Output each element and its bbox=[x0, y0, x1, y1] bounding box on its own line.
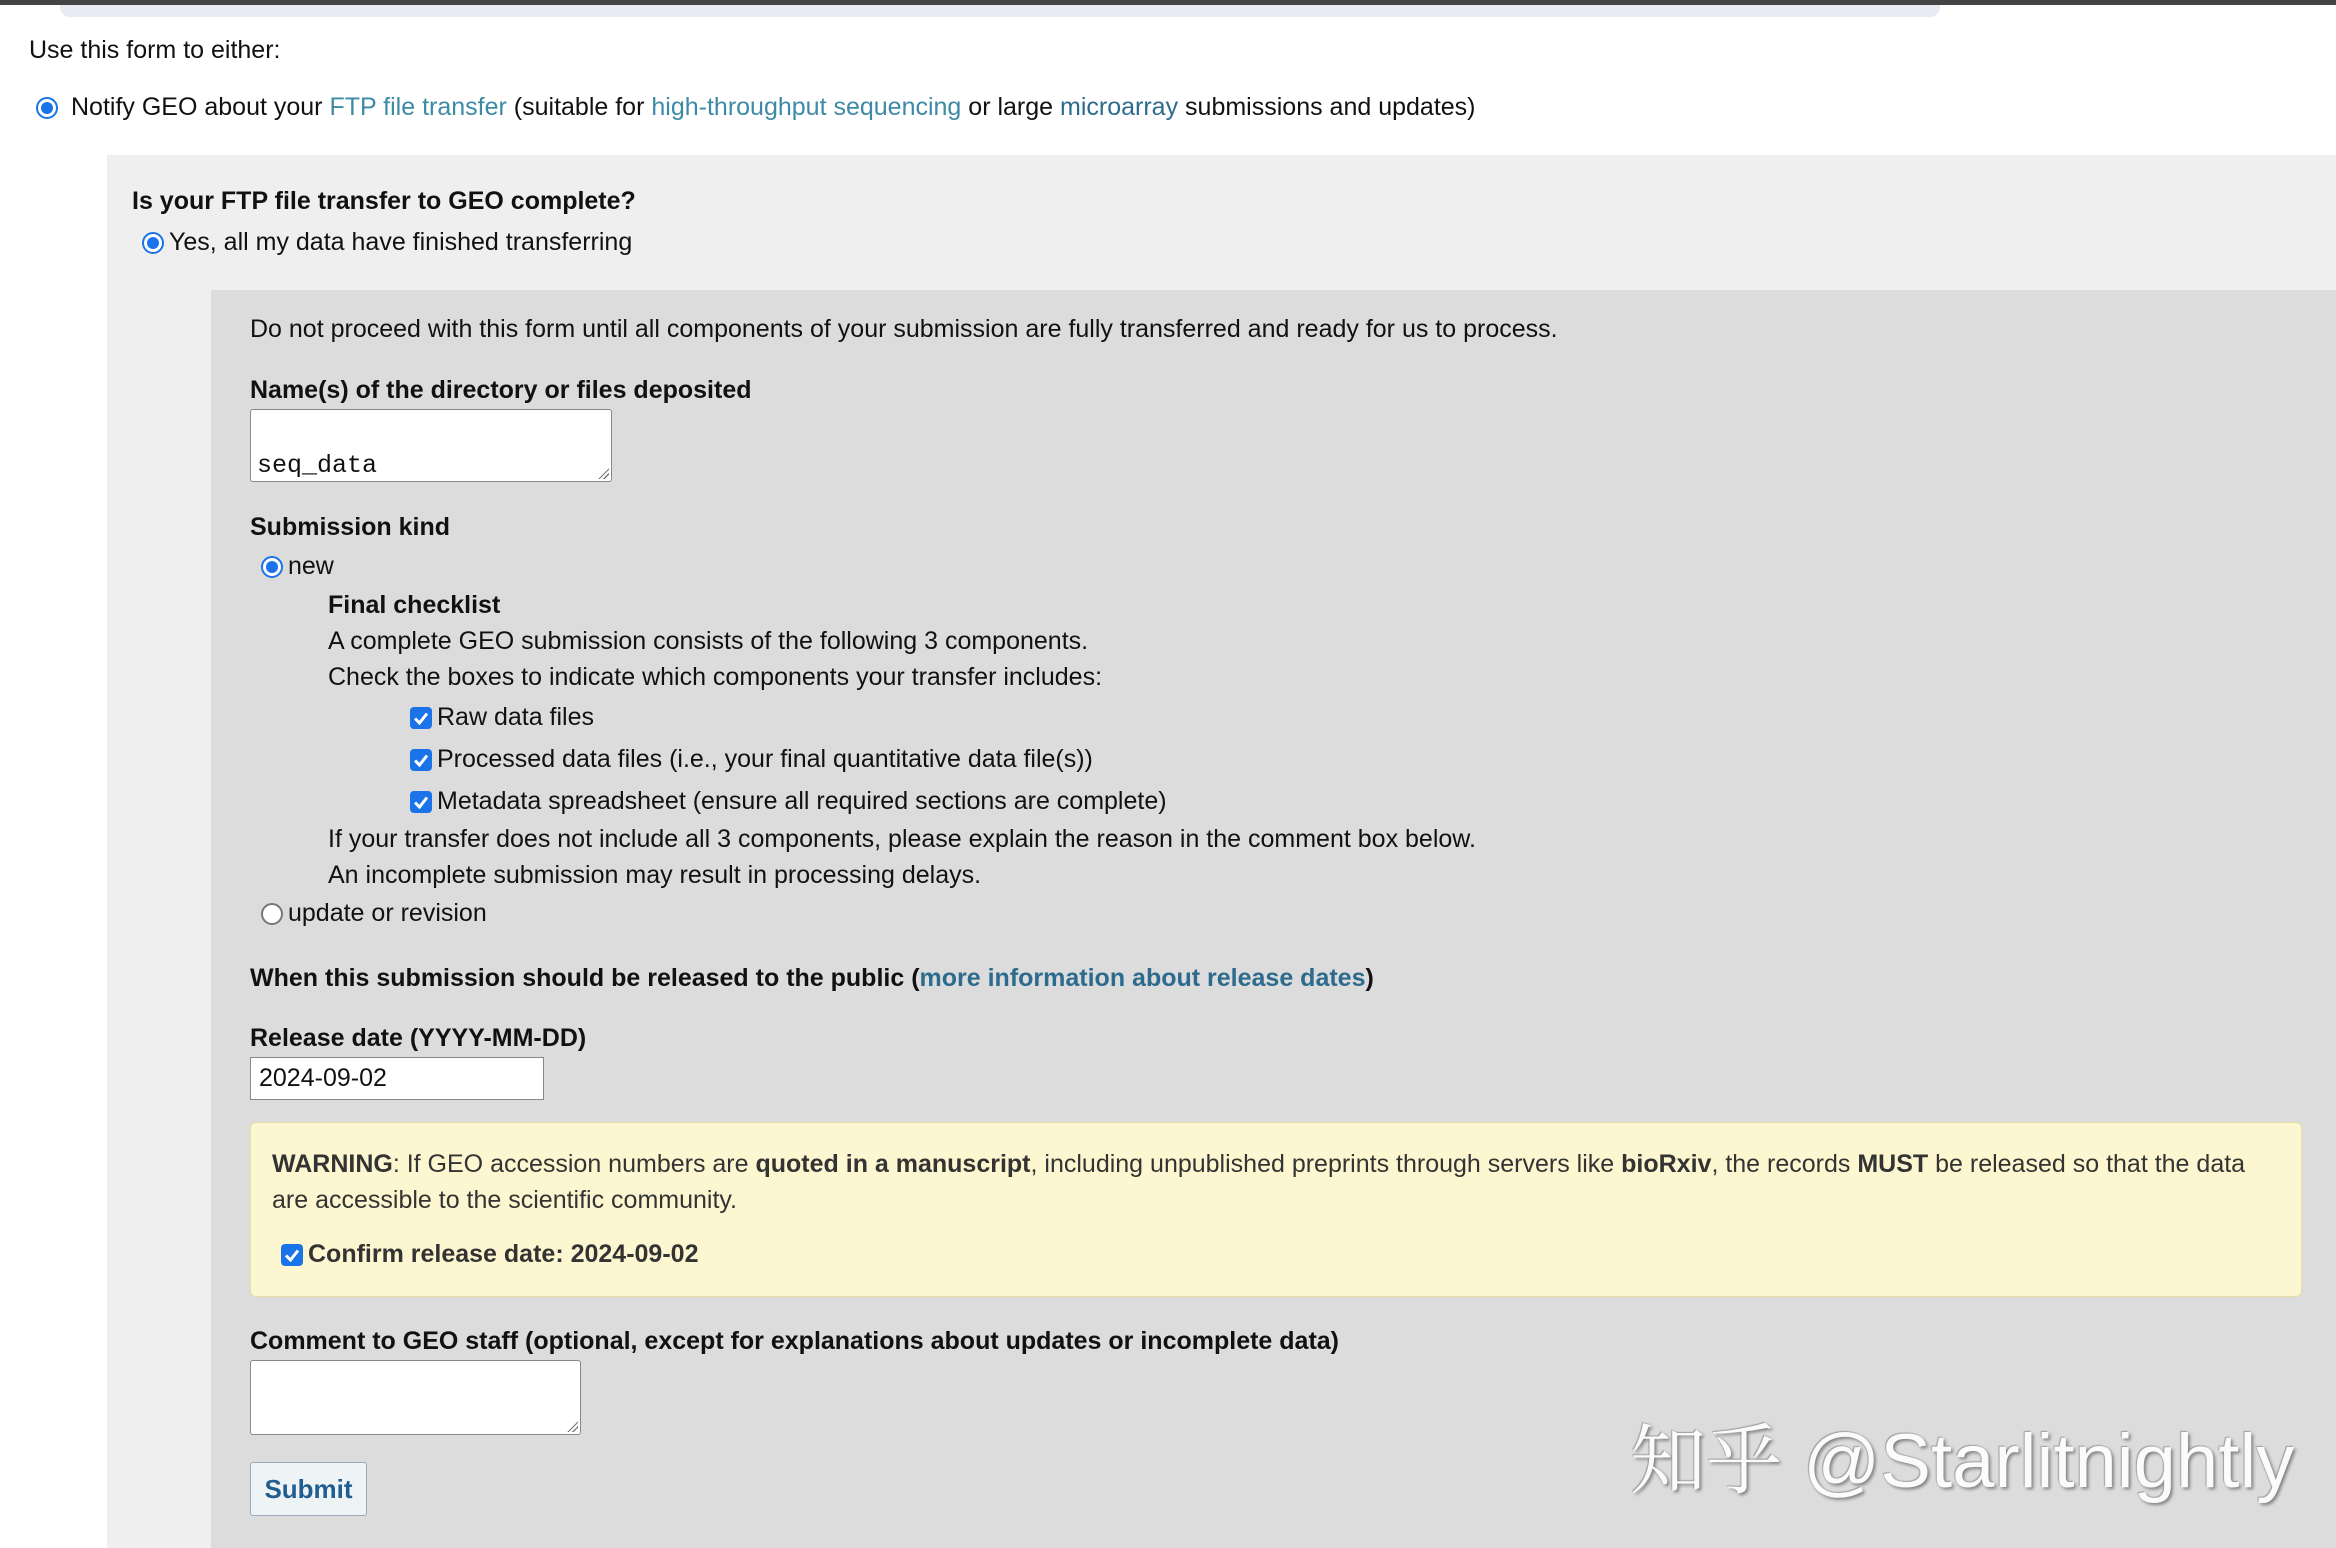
yes-finished-radio[interactable] bbox=[142, 232, 164, 254]
files-clipped-line: seq_data bbox=[257, 451, 378, 480]
warning-text: WARNING: If GEO accession numbers are quoted in a manuscript, including unpublished preprints through servers like bioRxiv, the records MUST be released so that the data are accessible to the scientific community. bbox=[272, 1150, 2246, 1214]
kind-update-label: update or revision bbox=[288, 899, 487, 927]
kind-update-radio[interactable] bbox=[261, 903, 283, 925]
metadata-label: Metadata spreadsheet (ensure all required sections are complete) bbox=[437, 787, 1167, 815]
notify-geo-radio[interactable] bbox=[36, 97, 58, 119]
high-throughput-sequencing-link[interactable]: high-throughput sequencing bbox=[651, 93, 962, 121]
release-warning-box bbox=[250, 1122, 2302, 1297]
release-date-input[interactable]: 2024-09-02 bbox=[250, 1057, 544, 1100]
confirm-release-label: Confirm release date: 2024-09-02 bbox=[308, 1240, 699, 1268]
checklist-item-processed-data[interactable] bbox=[410, 745, 1093, 774]
processed-data-checkbox[interactable] bbox=[410, 749, 432, 771]
files-textarea[interactable] bbox=[250, 409, 612, 482]
confirm-release-checkbox[interactable] bbox=[281, 1244, 303, 1266]
processed-data-label: Processed data files (i.e., your final quantitative data file(s)) bbox=[437, 745, 1093, 773]
notify-geo-option[interactable] bbox=[36, 93, 1476, 122]
comment-textarea[interactable] bbox=[250, 1360, 581, 1435]
kind-new-label: new bbox=[288, 552, 334, 580]
checklist-item-metadata[interactable] bbox=[410, 787, 1167, 816]
zhihu-watermark: 知乎 @Starlitnightly bbox=[1630, 1419, 2295, 1504]
microarray-link[interactable]: microarray bbox=[1060, 93, 1179, 121]
yes-finished-label: Yes, all my data have finished transferring bbox=[169, 228, 633, 256]
checklist-item-raw-data[interactable] bbox=[410, 703, 594, 732]
raw-data-label: Raw data files bbox=[437, 703, 595, 731]
metadata-checkbox[interactable] bbox=[410, 791, 432, 813]
intro-text: Use this form to either: bbox=[29, 36, 281, 64]
kind-update-option[interactable] bbox=[261, 899, 487, 928]
checklist-note-1: If your transfer does not include all 3 components, please explain the reason in the comment box below. bbox=[328, 825, 1476, 853]
resize-grip-icon[interactable] bbox=[597, 467, 609, 479]
resize-grip-icon[interactable] bbox=[566, 1420, 578, 1432]
comment-label: Comment to GEO staff (optional, except for explanations about updates or incomplete data) bbox=[250, 1327, 1340, 1355]
release-heading: When this submission should be released to the public (more information about release dates) bbox=[250, 964, 1374, 992]
final-checklist-title: Final checklist bbox=[328, 591, 501, 619]
confirm-release-option[interactable] bbox=[281, 1240, 698, 1269]
files-label: Name(s) of the directory or files deposited bbox=[250, 376, 752, 404]
release-date-label: Release date (YYYY-MM-DD) bbox=[250, 1024, 587, 1052]
submit-button[interactable]: Submit bbox=[250, 1462, 367, 1516]
checklist-note-2: An incomplete submission may result in processing delays. bbox=[328, 861, 982, 889]
ftp-file-transfer-link[interactable]: FTP file transfer bbox=[329, 93, 507, 121]
kind-new-option[interactable] bbox=[261, 552, 334, 581]
caution-text: Do not proceed with this form until all components of your submission are fully transferred and ready for us to process. bbox=[250, 315, 1558, 343]
checklist-intro-2: Check the boxes to indicate which components your transfer includes: bbox=[328, 663, 1103, 691]
notify-geo-label: Notify GEO about your FTP file transfer (suitable for high-throughput sequencing or large microarray submissions and updates) bbox=[71, 93, 1476, 121]
raw-data-checkbox[interactable] bbox=[410, 707, 432, 729]
release-dates-info-link[interactable]: more information about release dates bbox=[919, 964, 1366, 992]
checklist-intro-1: A complete GEO submission consists of the following 3 components. bbox=[328, 627, 1089, 655]
kind-new-radio[interactable] bbox=[261, 556, 283, 578]
yes-finished-option[interactable] bbox=[142, 228, 632, 257]
submission-kind-label: Submission kind bbox=[250, 513, 451, 541]
ftp-complete-question: Is your FTP file transfer to GEO complete? bbox=[132, 187, 636, 215]
top-band bbox=[60, 5, 1940, 17]
